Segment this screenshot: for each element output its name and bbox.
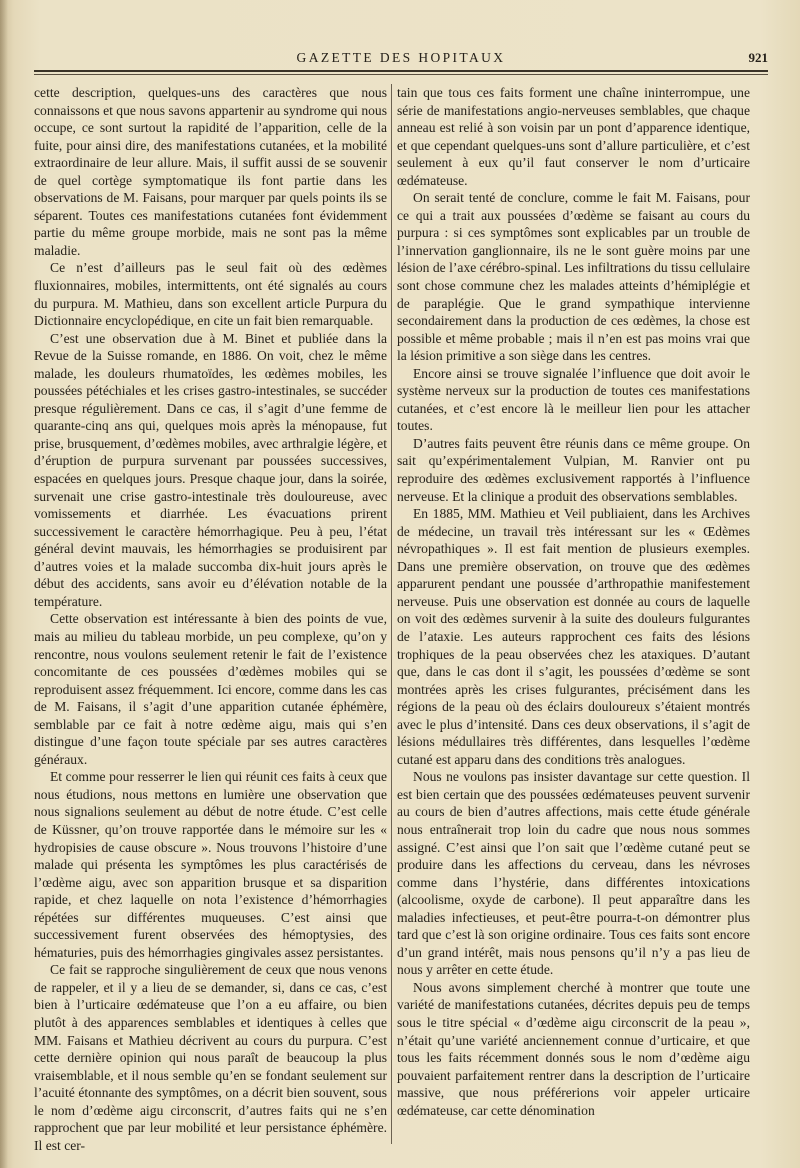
paragraph: tain que tous ces faits forment une chaîne ininterrompue, une série de manifestations angio-nerveuses semblables, que chaque anneau est relié à son voisin par un pont d’apparence identique, et que cependant quelques-uns sont d’allure particulière, et c’est seulement à eux qu’il faut conserver le nom d’urticaire œdémateuse.: [397, 85, 750, 188]
column-divider: [391, 84, 392, 1144]
paragraph: Encore ainsi se trouve signalée l’influence que doit avoir le système nerveux sur la production de toutes ces manifestations cutanées, et c’est encore là le meilleur lien pour les attacher toutes.: [397, 365, 750, 434]
paragraph: On serait tenté de conclure, comme le fait M. Faisans, pour ce qui a trait aux poussées d’œdème se faisant au cours du purpura : si ces symptômes sont explicables par un trouble de l’innervation ganglionnaire, ils ne le sont guère moins par une lésion de l’axe cérébro-spinal. Les infiltrations du tissu cellulaire sont chose commune chez les malades atteints d’hémiplégie et de paraplégie. Que le grand sympathique intervienne secondairement dans la production de ces œdèmes, la chose est possible et même probable ; mais il n’en est pas moins vrai que la lésion primitive a son siège dans les centres.: [397, 190, 750, 364]
paragraph: Ce fait se rapproche singulièrement de ceux que nous venons de rappeler, et il y a lieu de se demander, si, dans ce cas, c’est bien à l’urticaire œdémateuse que l’on a eu affaire, ou bien plutôt à des apparences semblables et identiques à celles que MM. Faisans et Mathieu décrivent au cours du purpura. C’est cette dernière opinion qui nous paraît de beaucoup la plus vraisemblable, et il nous semble qu’en se fondant seulement sur l’acuité étonnante des symptômes, on a décrit bien souvent, sous le nom d’œdème aigu circonscrit, d’autres faits qui ne s’en rapprochent que par leur mobilité et leur persistance éphémère. Il est cer-: [34, 962, 387, 1153]
paragraph: Cette observation est intéressante à bien des points de vue, mais au milieu du tableau morbide, un peu complexe, qu’on y rencontre, nous voulons seulement retenir le fait de l’existence concomitante de ces poussées d’œdèmes mobiles qui se reproduisent assez fréquemment. Ici encore, comme dans les cas de M. Faisans, il s’agit d’une apparition cutanée éphémère, semblable par ce fait à notre œdème aigu, mais qui s’en distingue d’une façon toute spéciale par ses autres caractères généraux.: [34, 611, 387, 767]
binding-shadow: [0, 0, 8, 1168]
paragraph: cette description, quelques-uns des caractères que nous connaissons et que nous savons appartenir au syndrome qui nous occupe, ce sont surtout la rapidité de l’apparition, celle de la fuite, pour ainsi dire, des manifestations cutanées, et la mobilité extraordinaire de leur allure. Mais, il suffit aussi de se souvenir de quel cortège symptomatique ils font partie dans les observations de M. Faisans, pour marquer par quels points ils se séparent. Toutes ces manifestations cutanées font évidemment partie du même groupe morbide, mais ne sont pas la même maladie.: [34, 85, 387, 258]
paragraph: Nous ne voulons pas insister davantage sur cette question. Il est bien certain que des poussées œdémateuses peuvent survenir au cours de bien d’autres affections, mais cette étude générale nous entraînerait trop loin du cadre que nous nous sommes assigné. C’est ainsi que l’on sait que l’œdème cutané peut se produire dans les affections du cerveau, dans les névroses comme dans l’hystérie, dans différentes intoxications (alcoolisme, oxyde de carbone). Il peut apparaître dans les maladies infectieuses, et peut-être pourra-t-on démontrer plus tard que c’est là son origine ordinaire. Tous ces faits sont encore d’un grand intérêt, mais nous pensons qu’il n’y a pas lieu de nous y arrêter en cette étude.: [397, 769, 750, 978]
paragraph: Nous avons simplement cherché à montrer que toute une variété de manifestations cutanées, décrites depuis peu de temps sous le titre spécial « d’œdème aigu circonscrit de la peau », n’était qu’une variété anciennement connue d’urticaire, et que tous les faits récemment donnés sous le nom d’œdème aigu pouvaient parfaitement rentrer dans la description de l’urticaire massive, que nous préférerions voir appeler urticaire œdémateuse, car cette dénomination: [397, 979, 750, 1118]
running-title: GAZETTE DES HOPITAUX: [296, 50, 506, 65]
paragraph: En 1885, MM. Mathieu et Veil publiaient, dans les Archives de médecine, un travail très intéressant sur les « Œdèmes névropathiques ». Il est fait mention de plusieurs exemples. Dans une première observation, on trouve que des œdèmes apparurent pendant une poussée d’arthropathie manifestement nerveuse. Puis une observation est donnée au cours de laquelle on voit des œdèmes survenir à la suite des douleurs fulgurantes de l’ataxie. Les auteurs rapprochent ces faits des lésions trophiques de la peau observées chez les ataxiques. D’autant que, dans le cas dont il s’agit, les poussées d’œdème se sont montrées après les crises fulgurantes, précisément dans les régions de la peau où des éclairs douloureux s’étaient montrés avec le plus d’intensité. Dans ces deux observations, il s’agit de lésions médullaires très différentes, dans lesquelles l’œdème cutané est apparu dans des conditions très analogues.: [397, 506, 750, 767]
paragraph: D’autres faits peuvent être réunis dans ce même groupe. On sait qu’expérimentalement Vulpian, M. Ranvier ont pu reproduire des œdèmes exclusivement rapportés à l’influence nerveuse. Et la clinique a produit des observations semblables.: [397, 435, 750, 504]
paragraph: Ce n’est d’ailleurs pas le seul fait où des œdèmes fluxionnaires, mobiles, intermittents, ont été signalés au cours du purpura. M. Mathieu, dans son excellent article Purpura du Dictionnaire encyclopédique, en cite un fait bien remarquable.: [34, 260, 387, 329]
paragraph: C’est une observation due à M. Binet et publiée dans la Revue de la Suisse romande, en 1886. On voit, chez le même malade, les douleurs rhumatoïdes, les œdèmes mobiles, les poussées pétéchiales et les crises gastro-intestinales, se succéder presque régulièrement. Dans ce cas, il s’agit d’une femme de quarante-cinq ans qui, quelques mois après la ménopause, fut prise, brusquement, d’œdèmes mobiles, avec arthralgie légère, et d’éruption de purpura survenant par poussées successives, espacées en quelques jours. Presque chaque jour, dans la soirée, survenait une crise gastro-intestinale très douloureuse, avec vomissements et diarrhée. Les évacuations prirent successivement le caractère hémorrhagique. Peu à peu, l’état général devint mauvais, les hémorrhagies se produisirent par d’autres voies et la malade succomba dix-huit jours après le début des accidents, sans avoir eu d’élévation notable de la température.: [34, 330, 387, 609]
text-columns: [34, 84, 768, 1153]
left-column: [34, 84, 387, 1153]
header-rule-thin: [34, 74, 768, 75]
paragraph: Et comme pour resserrer le lien qui réunit ces faits à ceux que nous étudions, nous mettons en lumière une observation que nous signalions seulement au début de notre étude. C’est celle de Küssner, qu’on trouve rapportée dans le mémoire sur les « hydropisies de cause obscure ». Nous trouvons l’histoire d’une malade qui présenta les symptômes les plus caractérisés de l’œdème aigu, avec son apparition brusque et sa disparition rapide, et chez laquelle on nota l’existence d’hémorrhagies répétées sur différentes muqueuses. C’est ainsi que successivement furent observées des hémoptysies, des hématuries, puis des hémorrhagies gingivales assez persistantes.: [34, 769, 387, 960]
page-number: 921: [748, 50, 768, 65]
page-header: [34, 48, 768, 72]
header-rule-thick: [34, 70, 768, 72]
right-column: [397, 84, 750, 1144]
